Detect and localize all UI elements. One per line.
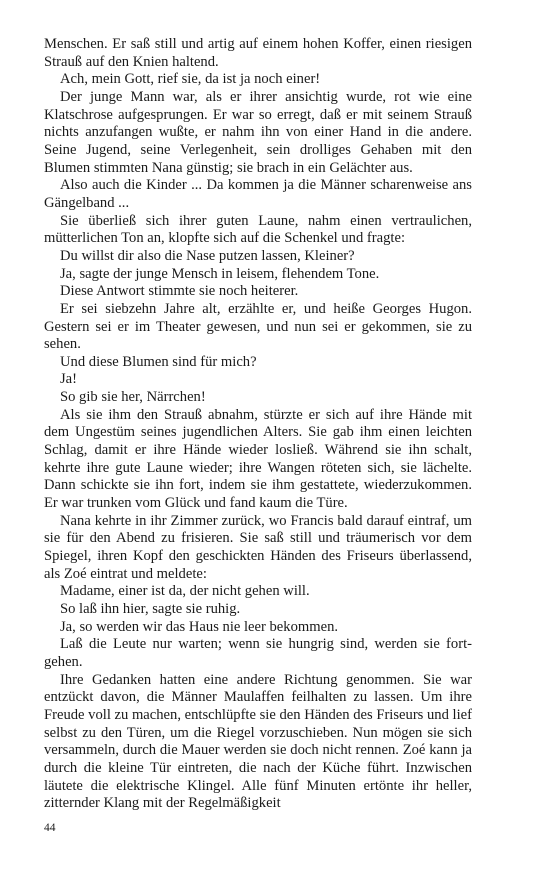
- paragraph: Also auch die Kinder ... Da kommen ja die Männer scharenweise ans Gängelband ...: [44, 177, 472, 211]
- paragraph: Ja, sagte der junge Mensch in leisem, flehendem Tone.: [60, 265, 380, 282]
- paragraph: Als sie ihm den Strauß abnahm, stürzte er sich auf ihre Hände mit dem Ungestüm seines jugendlichen Alters. Sie gab ihm einen leichten Schlag, damit er ihre Hände wieder losließ. Während sie ihn schalt, kehrte ihre gute Laune wieder; ihre Wangen röteten sich, sie lächelte. Dann schickte sie ihn fort, indem sie ihm gestattete, wiederzukommen. Er war trunken vom Glück und fand kaum die Türe.: [44, 406, 472, 512]
- paragraph: Ja, so werden wir das Haus nie leer bekommen.: [60, 618, 339, 635]
- paragraph: Madame, einer ist da, der nicht gehen will.: [60, 583, 310, 600]
- paragraph: So gib sie her, Närrchen!: [60, 389, 206, 406]
- body-text: [44, 36, 472, 813]
- page-number: 44: [44, 822, 56, 834]
- paragraph: Er sei siebzehn Jahre alt, erzählte er, und heiße Georges Hugon. Gestern sei er im Theater gewesen, und nun sei er gekommen, sie zu sehen.: [44, 300, 472, 353]
- paragraph: Der junge Mann war, als er ihrer ansichtig wurde, rot wie eine Klatschrose aufgesprungen. Er war so erregt, daß er mit seinem Strauß nichts anzufangen wußte, er nahm ihn von einer Hand in die andere. Seine Jugend, seine Verlegenheit, sein drolliges Gehaben mit den Blumen stimmten Nana günstig; sie brach in ein Gelächter aus.: [44, 88, 472, 176]
- paragraph: Ach, mein Gott, rief sie, da ist ja noch einer!: [60, 71, 321, 88]
- paragraph: Ihre Gedanken hatten eine andere Richtung genommen. Sie war entzückt davon, die Männer Maulaffen feilhalten zu lassen. Um ihre Freude voll zu machen, entschlüpfte sie den Händen des Friseurs und lief selbst zu den Türen, um die Riegel vorzuschieben. Nun mögen sie sich versammeln, durch die Mauer werden sie doch nicht rennen. Zoé kann ja durch die kleine Tür eintreten, die nach der Küche führt. Inzwischen läutete die elektrische Klingel. Alle fünf Minuten ertönte ihr heller, zitternder Klang mit der Regelmäßigkeit: [44, 671, 472, 812]
- paragraph: Und diese Blumen sind für mich?: [60, 353, 257, 370]
- paragraph: Sie überließ sich ihrer guten Laune, nahm einen vertraulichen, mütterlichen Ton an, klopfte sich auf die Schenkel und fragte:: [44, 212, 472, 247]
- paragraph: Ja!: [60, 371, 78, 388]
- paragraph: Menschen. Er saß still und artig auf einem hohen Koffer, einen riesigen Strauß auf den Knien haltend.: [44, 36, 472, 70]
- paragraph: So laß ihn hier, sagte sie ruhig.: [60, 601, 241, 617]
- paragraph: Nana kehrte in ihr Zimmer zurück, wo Francis bald darauf eintraf, um sie für den Abend zu frisieren. Sie saß still und träumerisch vor dem Spiegel, ihren Kopf den geschickten Händen des Friseurs überlassend, als Zoé eintrat und meldete:: [44, 512, 472, 582]
- paragraph: Du willst dir also die Nase putzen lassen, Kleiner?: [60, 247, 355, 264]
- paragraph: Laß die Leute nur warten; wenn sie hungrig sind, werden sie fortgehen.: [44, 636, 472, 670]
- paragraph: Diese Antwort stimmte sie noch heiterer.: [60, 283, 299, 300]
